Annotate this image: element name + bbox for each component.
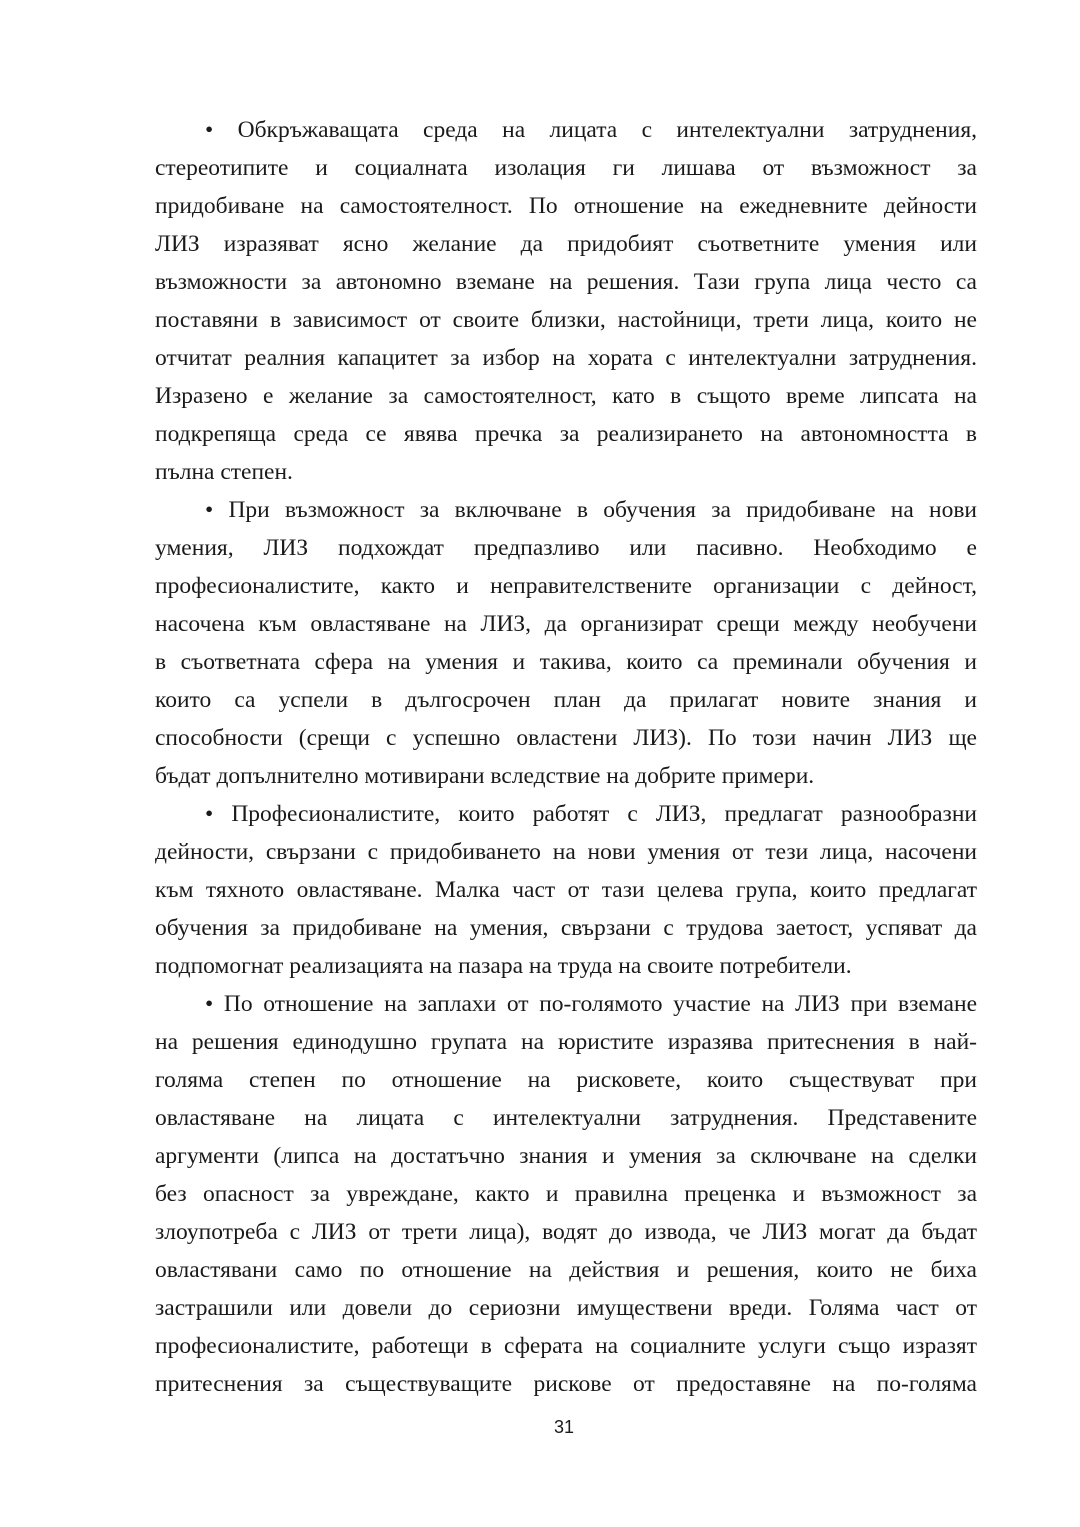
text-line: насочена към овластяване на ЛИЗ, да организират срещи между необучени (155, 611, 977, 637)
text-line: професионалистите, както и неправителствените организации с дейност, (155, 573, 977, 599)
text-line: застрашили или довели до сериозни имуществени вреди. Голяма част от (155, 1295, 977, 1321)
text-line: Изразено е желание за самостоятелност, като в същото време липсата на (155, 383, 977, 409)
text-line: • Професионалистите, които работят с ЛИЗ, предлагат разнообразни (205, 801, 977, 827)
text-line: ЛИЗ изразяват ясно желание да придобият съответните умения или (155, 231, 977, 257)
text-line: овластяване на лицата с интелектуални затруднения. Представените (155, 1105, 977, 1131)
text-line: подпомогнат реализацията на пазара на труда на своите потребители. (155, 953, 852, 979)
text-line: бъдат допълнително мотивирани вследствие на добрите примери. (155, 763, 815, 789)
text-line: овластявани само по отношение на действия и решения, които не биха (155, 1257, 977, 1283)
paragraph-2 (155, 491, 977, 795)
text-line: към тяхното овластяване. Малка част от тази целева група, които предлагат (155, 877, 977, 903)
text-line: отчитат реалния капацитет за избор на хората с интелектуални затруднения. (155, 345, 977, 371)
text-line: притеснения за съществуващите рискове от предоставяне на по-голяма (155, 1371, 977, 1397)
text-line: придобиване на самостоятелност. По отношение на ежедневните дейности (155, 193, 977, 219)
text-line: стереотипите и социалната изолация ги лишава от възможност за (155, 155, 977, 181)
paragraph-1 (155, 111, 977, 491)
text-line: умения, ЛИЗ подхождат предпазливо или пасивно. Необходимо е (155, 535, 977, 561)
text-line: • По отношение на заплахи от по-голямото участие на ЛИЗ при вземане (205, 991, 977, 1017)
text-line: • Обкръжаващата среда на лицата с интелектуални затруднения, (205, 117, 977, 143)
text-line: поставяни в зависимост от своите близки, настойници, трети лица, които не (155, 307, 977, 333)
text-line: аргументи (липса на достатъчно знания и умения за сключване на сделки (155, 1143, 977, 1169)
text-line: голяма степен по отношение на рисковете, които съществуват при (155, 1067, 977, 1093)
text-line: обучения за придобиване на умения, свързани с трудова заетост, успяват да (155, 915, 977, 941)
text-line: възможности за автономно вземане на решения. Тази група лица често са (155, 269, 977, 295)
text-line: способности (срещи с успешно овластени ЛИЗ). По този начин ЛИЗ ще (155, 725, 977, 751)
text-line: дейности, свързани с придобиването на нови умения от тези лица, насочени (155, 839, 977, 865)
paragraph-3 (155, 795, 977, 985)
text-line: пълна степен. (155, 459, 293, 485)
paragraph-4 (155, 985, 977, 1403)
text-line: • При възможност за включване в обучения за придобиване на нови (205, 497, 977, 523)
text-line: които са успели в дългосрочен план да прилагат новите знания и (155, 687, 977, 713)
text-line: злоупотреба с ЛИЗ от трети лица), водят до извода, че ЛИЗ могат да бъдат (155, 1219, 977, 1245)
text-line: професионалистите, работещи в сферата на социалните услуги също изразят (155, 1333, 977, 1359)
text-line: на решения единодушно групата на юристите изразява притеснения в най- (155, 1029, 977, 1055)
text-line: подкрепяща среда се явява пречка за реализирането на автономността в (155, 421, 977, 447)
text-line: в съответната сфера на умения и такива, които са преминали обучения и (155, 649, 977, 675)
body-text (155, 111, 977, 1403)
text-line: без опасност за увреждане, както и правилна преценка и възможност за (155, 1181, 977, 1207)
page-number: 31 (553, 1417, 575, 1437)
